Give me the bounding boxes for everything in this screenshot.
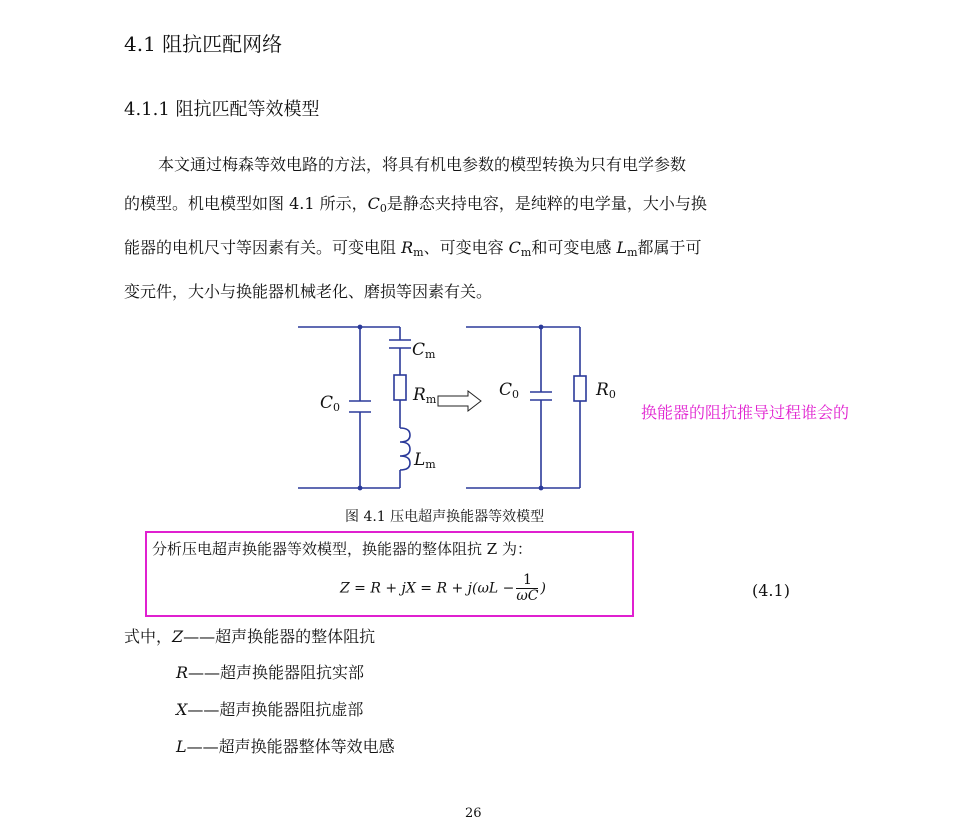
def-symbol: X [176, 700, 188, 719]
text-segment: 的模型。机电模型如图 4.1 所示， [124, 194, 368, 213]
definitions-lead: 式中， [124, 627, 173, 646]
junction-dot [539, 486, 544, 491]
transform-arrow-icon [438, 391, 481, 411]
definition-line [176, 697, 363, 720]
formula-intro: 分析压电超声换能器等效模型，换能器的整体阻抗 Z 为： [152, 540, 532, 558]
text-segment: 、可变电容 [423, 238, 509, 257]
def-desc: ——超声换能器的整体阻抗 [183, 627, 376, 646]
label-lm: Lm [414, 450, 436, 471]
handwritten-annotation: 换能器的阻抗推导过程谁会的 [641, 403, 850, 422]
junction-dot [358, 486, 363, 491]
resistor-r0 [574, 376, 586, 401]
label-c0-left: C0 [320, 393, 341, 414]
label-cm: Cm [412, 340, 436, 361]
subscript: 0 [379, 202, 387, 215]
paragraph-line-1: 本文通过梅森等效电路的方法，将具有机电参数的模型转换为只有电学参数 [158, 155, 687, 174]
def-desc: ——超声换能器整体等效电感 [186, 737, 395, 756]
text-segment: 能器的电机尺寸等因素有关。可变电阻 [124, 238, 402, 257]
definition-line [124, 624, 375, 647]
definition-line [176, 660, 364, 683]
fraction [516, 573, 538, 604]
fraction-denominator: ωC [516, 588, 539, 604]
def-symbol: Z [172, 627, 184, 646]
text-segment: 和可变电感 [531, 238, 617, 257]
symbol-l: L [616, 238, 628, 257]
equation-number: (4.1) [752, 581, 790, 600]
section-heading: 4.1 阻抗匹配网络 [124, 32, 283, 56]
symbol-c: C [367, 194, 380, 213]
text-segment: 是静态夹持电容，是纯粹的电学量，大小与换 [386, 194, 707, 213]
label-c0-right: C0 [499, 380, 520, 401]
subscript: m [413, 246, 424, 259]
equation [340, 573, 546, 604]
equation-lhs: Z = R + jX = R + j(ωL − [340, 580, 515, 597]
subsection-heading: 4.1.1 阻抗匹配等效模型 [124, 99, 320, 120]
label-rm: Rm [413, 385, 437, 406]
figure-caption: 图 4.1 压电超声换能器等效模型 [345, 509, 545, 525]
junction-dot [358, 325, 363, 330]
def-symbol: L [176, 737, 187, 756]
symbol-c: C [508, 238, 521, 257]
symbol-r: R [401, 238, 414, 257]
subscript: m [520, 246, 532, 259]
junction-dot [539, 325, 544, 330]
def-symbol: R [176, 663, 189, 682]
page-number: 26 [465, 806, 482, 821]
equation-paren: ) [540, 580, 546, 597]
subscript: m [627, 246, 638, 259]
def-desc: ——超声换能器阻抗虚部 [187, 700, 364, 719]
text-segment: 都属于可 [637, 238, 702, 257]
label-r0: R0 [596, 380, 616, 401]
inductor-lm [400, 428, 410, 470]
paragraph-line-4: 变元件，大小与换能器机械老化、磨损等因素有关。 [124, 282, 493, 301]
definition-line [176, 734, 395, 757]
fraction-numerator: 1 [516, 573, 538, 589]
def-desc: ——超声换能器阻抗实部 [188, 663, 365, 682]
resistor-rm [394, 375, 406, 400]
